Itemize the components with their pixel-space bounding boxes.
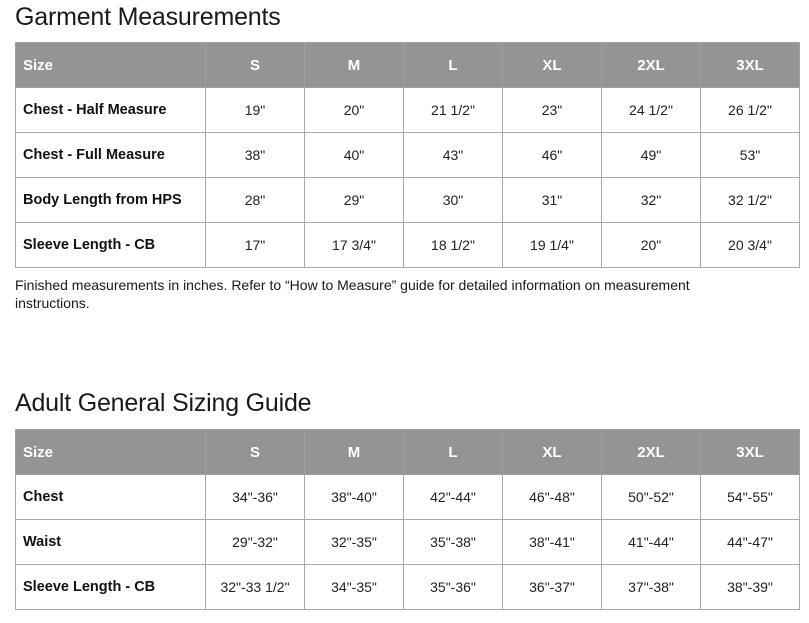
table-cell: 44"-47" bbox=[701, 520, 800, 565]
table-row bbox=[16, 223, 800, 268]
table-cell: 38"-41" bbox=[503, 520, 602, 565]
table-cell: 38"-40" bbox=[305, 475, 404, 520]
table-cell: 29" bbox=[305, 178, 404, 223]
table-row bbox=[16, 178, 800, 223]
header-cell-l: L bbox=[404, 43, 503, 88]
header-cell-l: L bbox=[404, 430, 503, 475]
table-cell: 17" bbox=[206, 223, 305, 268]
table-cell: 38"-39" bbox=[701, 565, 800, 610]
header-cell-2xl: 2XL bbox=[602, 430, 701, 475]
garment-measurements-table bbox=[15, 42, 800, 268]
table-cell: 32"-35" bbox=[305, 520, 404, 565]
table-cell: 54"-55" bbox=[701, 475, 800, 520]
table-cell: 46" bbox=[503, 133, 602, 178]
adult-sizing-guide-title: Adult General Sizing Guide bbox=[15, 389, 312, 417]
table-row bbox=[16, 520, 800, 565]
row-label: Chest - Half Measure bbox=[16, 88, 206, 133]
table-cell: 37"-38" bbox=[602, 565, 701, 610]
table-cell: 41"-44" bbox=[602, 520, 701, 565]
table-cell: 35"-38" bbox=[404, 520, 503, 565]
table-cell: 20" bbox=[305, 88, 404, 133]
garment-measurements-title: Garment Measurements bbox=[15, 3, 281, 31]
table-cell: 30" bbox=[404, 178, 503, 223]
table-cell: 40" bbox=[305, 133, 404, 178]
table-cell: 20" bbox=[602, 223, 701, 268]
table-cell: 28" bbox=[206, 178, 305, 223]
measurement-note: Finished measurements in inches. Refer to “How to Measure” guide for detailed information on measurement instructions. bbox=[15, 277, 690, 311]
adult-sizing-table bbox=[15, 429, 800, 610]
table-cell: 49" bbox=[602, 133, 701, 178]
table-cell: 17 3/4" bbox=[305, 223, 404, 268]
table-cell: 35"-36" bbox=[404, 565, 503, 610]
table-cell: 36"-37" bbox=[503, 565, 602, 610]
table-cell: 18 1/2" bbox=[404, 223, 503, 268]
table-cell: 31" bbox=[503, 178, 602, 223]
header-cell-size: Size bbox=[16, 43, 206, 88]
header-cell-m: M bbox=[305, 430, 404, 475]
header-cell-3xl: 3XL bbox=[701, 43, 800, 88]
table-cell: 43" bbox=[404, 133, 503, 178]
header-cell-3xl: 3XL bbox=[701, 430, 800, 475]
table-cell: 26 1/2" bbox=[701, 88, 800, 133]
table-cell: 19" bbox=[206, 88, 305, 133]
table-cell: 24 1/2" bbox=[602, 88, 701, 133]
table-cell: 32 1/2" bbox=[701, 178, 800, 223]
header-cell-xl: XL bbox=[503, 430, 602, 475]
table-cell: 34"-36" bbox=[206, 475, 305, 520]
row-label: Chest bbox=[16, 475, 206, 520]
table-header-row bbox=[16, 43, 800, 88]
table-cell: 50"-52" bbox=[602, 475, 701, 520]
table-cell: 34"-35" bbox=[305, 565, 404, 610]
table-cell: 32" bbox=[602, 178, 701, 223]
table-cell: 53" bbox=[701, 133, 800, 178]
row-label: Sleeve Length - CB bbox=[16, 565, 206, 610]
table-cell: 19 1/4" bbox=[503, 223, 602, 268]
header-cell-s: S bbox=[206, 43, 305, 88]
table-cell: 42"-44" bbox=[404, 475, 503, 520]
table-cell: 38" bbox=[206, 133, 305, 178]
table-cell: 20 3/4" bbox=[701, 223, 800, 268]
table-row bbox=[16, 475, 800, 520]
row-label: Body Length from HPS bbox=[16, 178, 206, 223]
table-cell: 46"-48" bbox=[503, 475, 602, 520]
header-cell-2xl: 2XL bbox=[602, 43, 701, 88]
table-cell: 21 1/2" bbox=[404, 88, 503, 133]
table-header-row bbox=[16, 430, 800, 475]
row-label: Chest - Full Measure bbox=[16, 133, 206, 178]
header-cell-s: S bbox=[206, 430, 305, 475]
row-label: Waist bbox=[16, 520, 206, 565]
table-cell: 23" bbox=[503, 88, 602, 133]
header-cell-size: Size bbox=[16, 430, 206, 475]
header-cell-xl: XL bbox=[503, 43, 602, 88]
table-cell: 29"-32" bbox=[206, 520, 305, 565]
header-cell-m: M bbox=[305, 43, 404, 88]
row-label: Sleeve Length - CB bbox=[16, 223, 206, 268]
table-row bbox=[16, 133, 800, 178]
table-row bbox=[16, 565, 800, 610]
table-row bbox=[16, 88, 800, 133]
table-cell: 32"-33 1/2" bbox=[206, 565, 305, 610]
